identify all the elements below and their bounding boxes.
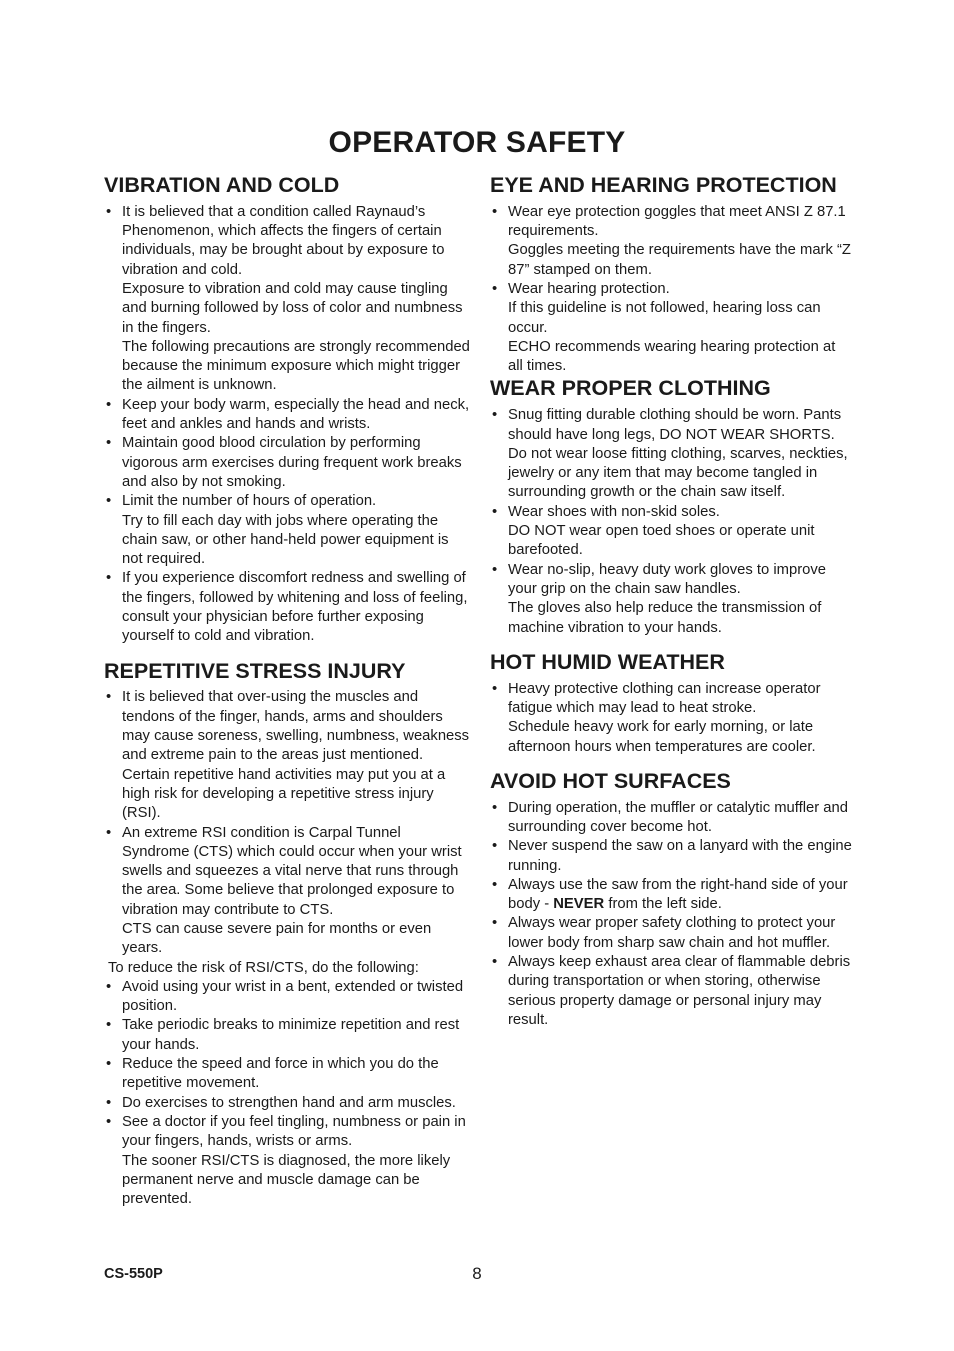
paragraph: • Never suspend the saw on a lanyard with the engine running. (508, 838, 852, 874)
paragraph: • Wear hearing protection. (508, 280, 670, 297)
page-title: OPERATOR SAFETY (328, 126, 626, 159)
emphasis-never: NEVER (553, 896, 605, 913)
list-item (104, 492, 470, 569)
list-item (490, 914, 852, 953)
paragraph: • If you experience discomfort redness and swelling of the fingers, followed by whitening and loss of feeling, consult your physician before further exposing yourself to cold and vibration. (122, 570, 468, 645)
paragraph: • Take periodic breaks to minimize repetition and rest your hands. (122, 1017, 460, 1053)
list-item (104, 824, 470, 959)
paragraph: The following precautions are strongly recommended because the minimum exposure which might trigger the ailment is unknown. (122, 338, 470, 394)
list-item (104, 1113, 470, 1209)
eye-list (490, 203, 852, 377)
model-number: CS-550P (104, 1266, 163, 1282)
section-heading-vibration: VIBRATION AND COLD (104, 173, 340, 197)
list-item (490, 876, 852, 915)
list-item (104, 1094, 470, 1113)
paragraph: • Avoid using your wrist in a bent, extended or twisted position. (122, 978, 464, 1015)
section-repetitive-stress-injury (104, 659, 470, 1210)
section-heading-rsi: REPETITIVE STRESS INJURY (104, 658, 406, 683)
paragraph: • Reduce the speed and force in which you do the repetitive movement. (122, 1056, 439, 1092)
paragraph: Try to fill each day with jobs where operating the chain saw, or other hand-held power equipment is not required. (122, 512, 449, 568)
list-item (104, 434, 470, 492)
clothing-list (490, 406, 852, 638)
rsi-steps-list (104, 978, 470, 1210)
paragraph: • Always wear proper safety clothing to protect your lower body from sharp saw chain and hot muffler. (508, 915, 836, 951)
paragraph: • Wear shoes with non-skid soles. (508, 503, 720, 520)
section-heading-clothing: WEAR PROPER CLOTHING (490, 376, 771, 401)
list-item (104, 569, 470, 646)
paragraph: • Heavy protective clothing can increase operator fatigue which may lead to heat stroke. (508, 680, 821, 716)
list-item (490, 799, 852, 838)
list-item (490, 953, 852, 1030)
paragraph: • During operation, the muffler or catalytic muffler and surrounding cover become hot. (508, 799, 848, 835)
surfaces-list (490, 799, 852, 1031)
paragraph: • Maintain good blood circulation by performing vigorous arm exercises during frequent work breaks and also by not smoking. (122, 435, 462, 490)
paragraph: • Snug fitting durable clothing should be worn. Pants should have long legs, DO NOT WEAR SHORTS. (508, 407, 842, 443)
paragraph: • It is believed that over-using the muscles and tendons of the finger, hands, arms and shoulders may cause soreness, swelling, numbness, weakness and extreme pain to the areas just mentioned. (122, 689, 470, 764)
paragraph: DO NOT wear open toed shoes or operate unit barefooted. (508, 523, 815, 559)
paragraph: The gloves also help reduce the transmission of machine vibration to your hands. (508, 600, 822, 636)
list-item (490, 680, 852, 757)
right-column (490, 173, 852, 1030)
list-item (104, 1055, 470, 1094)
section-wear-proper-clothing (490, 376, 852, 637)
text-run: from the left side. (604, 896, 722, 913)
list-item (104, 978, 470, 1017)
paragraph: Do not wear loose fitting clothing, scarves, neckties, jewelry or any item that may become tangled in surrounding growth or the chain saw itself. (508, 445, 848, 501)
section-heading-surfaces: AVOID HOT SURFACES (490, 768, 731, 793)
rsi-intro: To reduce the risk of RSI/CTS, do the following: (108, 959, 419, 976)
list-item (490, 561, 852, 638)
rsi-list (104, 688, 470, 958)
paragraph: • Do exercises to strengthen hand and arm muscles. (122, 1094, 456, 1111)
paragraph: • Limit the number of hours of operation. (122, 493, 377, 510)
vibration-list (104, 203, 470, 647)
weather-list (490, 680, 852, 757)
list-item (104, 203, 470, 396)
paragraph: ECHO recommends wearing hearing protection at all times. (508, 338, 836, 375)
list-item (104, 1016, 470, 1055)
paragraph: The sooner RSI/CTS is diagnosed, the more likely permanent nerve and muscle damage can be prevented. (122, 1152, 451, 1208)
section-eye-and-hearing-protection (490, 173, 852, 376)
paragraph: • Keep your body warm, especially the head and neck, feet and ankles and hands and wrists. (122, 396, 470, 433)
section-vibration-and-cold (104, 173, 470, 647)
paragraph: Schedule heavy work for early morning, or late afternoon hours when temperatures are cooler. (508, 719, 816, 755)
section-hot-humid-weather (490, 650, 852, 757)
list-item (104, 688, 470, 823)
paragraph: • Wear eye protection goggles that meet ANSI Z 87.1 requirements. (508, 203, 846, 240)
paragraph: • Always keep exhaust area clear of flammable debris during transportation or when storing, otherwise serious property damage or personal injury may result. (508, 953, 851, 1028)
paragraph: Certain repetitive hand activities may put you at a high risk for developing a repetitive stress injury (RSI). (122, 766, 446, 822)
paragraph: CTS can cause severe pain for months or even years. (122, 920, 432, 957)
section-avoid-hot-surfaces (490, 769, 852, 1030)
paragraph (508, 876, 852, 915)
paragraph: Exposure to vibration and cold may cause tingling and burning followed by loss of color and numbness in the fingers. (122, 280, 463, 336)
text-run: Always use the saw from the right-hand side of your body - (508, 876, 848, 913)
list-item (490, 406, 852, 502)
paragraph: Goggles meeting the requirements have the mark “Z 87” stamped on them. (508, 242, 851, 278)
paragraph: If this guideline is not followed, hearing loss can occur. (508, 300, 821, 336)
page-number: 8 (472, 1264, 482, 1283)
paragraph: • Wear no-slip, heavy duty work gloves to improve your grip on the chain saw handles. (508, 561, 826, 597)
paragraph: • An extreme RSI condition is Carpal Tunnel Syndrome (CTS) which could occur when your wrist swells and squeezes a vital nerve that runs through the area. Some believe that prolonged exposure to vibration may contribute to CTS. (122, 824, 462, 918)
left-column (104, 173, 470, 1209)
section-heading-eye: EYE AND HEARING PROTECTION (490, 173, 837, 197)
list-item (490, 503, 852, 561)
list-item (104, 396, 470, 435)
list-item (490, 203, 852, 280)
paragraph: • It is believed that a condition called Raynaud’s Phenomenon, which affects the fingers of certain individuals, may be brought about by exposure to vibration and cold. (122, 203, 445, 278)
list-item (490, 280, 852, 376)
section-heading-weather: HOT HUMID WEATHER (490, 649, 725, 674)
list-item (490, 837, 852, 876)
paragraph: • See a doctor if you feel tingling, numbness or pain in your fingers, hands, wrists or arms. (122, 1113, 466, 1150)
